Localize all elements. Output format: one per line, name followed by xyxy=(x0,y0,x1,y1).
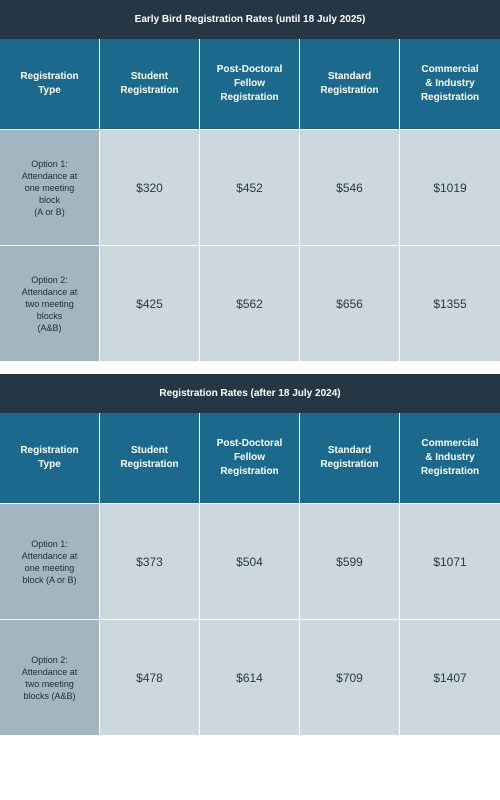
price-commercial-option-2: $1407 xyxy=(400,620,500,736)
row-label-option-2: Option 2: Attendance at two meeting blocks (A&B) xyxy=(0,246,100,362)
price-commercial-option-1: $1019 xyxy=(400,130,500,246)
header-standard: Standard Registration xyxy=(300,413,400,504)
price-postdoc-option-2: $562 xyxy=(200,246,300,362)
table-title: Early Bird Registration Rates (until 18 July 2025) xyxy=(0,0,500,39)
header-student: Student Registration xyxy=(100,413,200,504)
header-commercial: Commercial & Industry Registration xyxy=(400,413,500,504)
header-commercial: Commercial & Industry Registration xyxy=(400,39,500,130)
price-student-option-2: $478 xyxy=(100,620,200,736)
price-standard-option-1: $546 xyxy=(300,130,400,246)
price-standard-option-2: $709 xyxy=(300,620,400,736)
row-label-option-2: Option 2: Attendance at two meeting blocks (A&B) xyxy=(0,620,100,736)
price-commercial-option-2: $1355 xyxy=(400,246,500,362)
price-postdoc-option-1: $504 xyxy=(200,504,300,620)
standard-rates-table xyxy=(0,374,500,736)
header-postdoc: Post-Doctoral Fellow Registration xyxy=(200,413,300,504)
price-commercial-option-1: $1071 xyxy=(400,504,500,620)
table-title: Registration Rates (after 18 July 2024) xyxy=(0,374,500,413)
price-postdoc-option-1: $452 xyxy=(200,130,300,246)
price-postdoc-option-2: $614 xyxy=(200,620,300,736)
rates-grid xyxy=(0,39,500,362)
header-student: Student Registration xyxy=(100,39,200,130)
price-standard-option-1: $599 xyxy=(300,504,400,620)
row-label-option-1: Option 1: Attendance at one meeting block (A or B) xyxy=(0,130,100,246)
early-bird-rates-table xyxy=(0,0,500,362)
price-student-option-1: $373 xyxy=(100,504,200,620)
price-student-option-2: $425 xyxy=(100,246,200,362)
header-standard: Standard Registration xyxy=(300,39,400,130)
header-postdoc: Post-Doctoral Fellow Registration xyxy=(200,39,300,130)
rates-grid xyxy=(0,413,500,736)
row-label-option-1: Option 1: Attendance at one meeting block (A or B) xyxy=(0,504,100,620)
header-registration-type: Registration Type xyxy=(0,413,100,504)
header-registration-type: Registration Type xyxy=(0,39,100,130)
price-student-option-1: $320 xyxy=(100,130,200,246)
price-standard-option-2: $656 xyxy=(300,246,400,362)
